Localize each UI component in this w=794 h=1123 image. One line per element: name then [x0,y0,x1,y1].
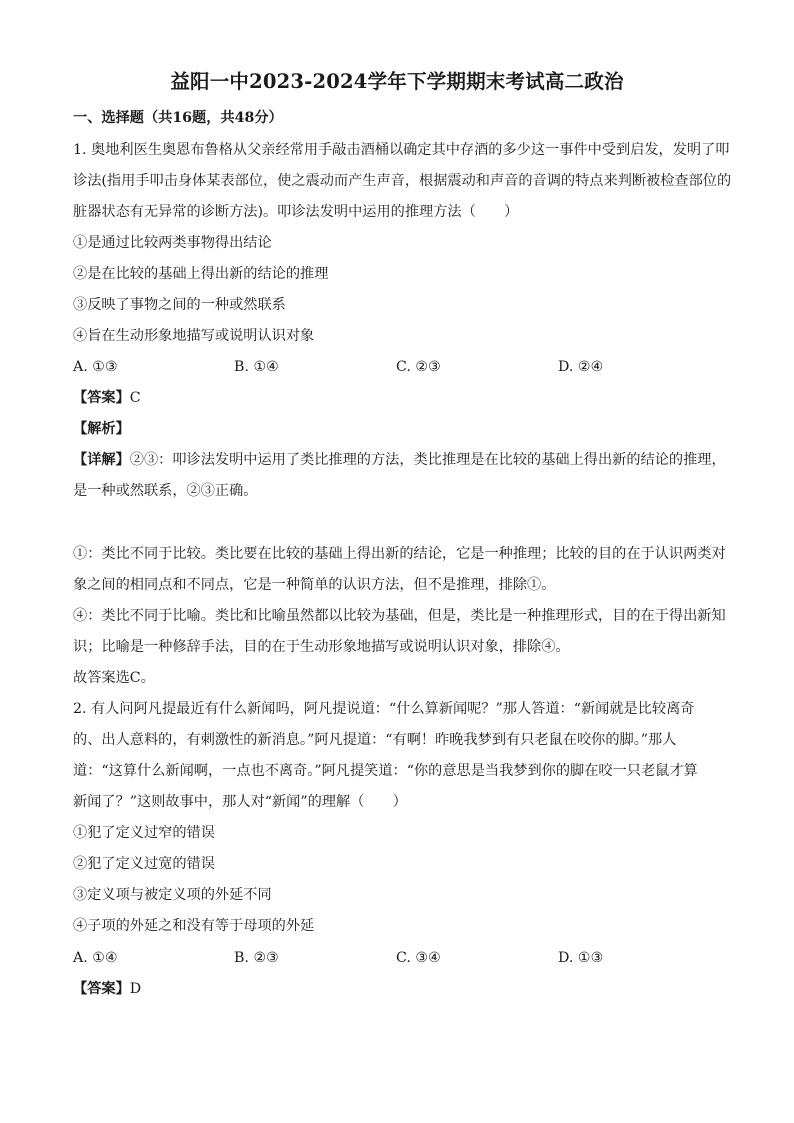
q2-option-a: A. ①④ [73,950,118,966]
q1-detail-line: 是一种或然联系，②③正确。 [73,483,258,499]
q1-explain-line: ①：类比不同于比较。类比要在比较的基础上得出新的结论，它是一种推理；比较的目的在于认识两类对 [73,546,726,562]
q2-stem-line: 的、出人意料的，有刺激性的新消息。”阿凡提道：“有啊！昨晚我梦到有只老鼠在咬你的脚。”那人 [73,732,677,748]
q2-option-c: C. ③④ [396,950,441,966]
q1-option-c: C. ②③ [396,359,441,375]
q2-option-d: D. ①③ [558,950,604,966]
q2-item: ①犯了定义过窄的错误 [73,825,215,841]
q2-item: ③定义项与被定义项的外延不同 [73,887,272,903]
detail-text: ②③：叩诊法发明中运用了类比推理的方法，类比推理是在比较的基础上得出新的结论的推理， [129,452,726,468]
q1-item: ③反映了事物之间的一种或然联系 [73,297,286,313]
detail-label: 【详解】 [73,452,130,468]
q1-item: ①是通过比较两类事物得出结论 [73,235,272,251]
page-title: 益阳一中2023-2024学年下学期期末考试高二政治 [170,70,624,93]
q1-option-a: A. ①③ [73,359,118,375]
q2-answer [73,979,729,999]
analysis-label: 【解析】 [73,421,130,437]
q1-option-d: D. ②④ [558,359,604,375]
q1-stem-line: 脏器状态有无异常的诊断方法)。叩诊法发明中运用的推理方法（ ） [73,204,519,220]
answer-label: 【答案】 [73,981,130,997]
q2-stem-line: 新闻了？”这则故事中，那人对“新闻”的理解（ ） [73,794,407,810]
q1-explain-line: 象之间的相同点和不同点，它是一种简单的认识方法，但不是推理，排除①。 [73,577,556,593]
q2-item: ②犯了定义过宽的错误 [73,856,215,872]
answer-value: C [129,390,141,406]
q1-explain-line: ④：类比不同于比喻。类比和比喻虽然都以比较为基础，但是，类比是一种推理形式，目的在于得出新知 [73,608,726,624]
q2-item: ④子项的外延之和没有等于母项的外延 [73,918,315,934]
q1-analysis-label [73,419,729,439]
answer-label: 【答案】 [73,390,130,406]
q2-stem-line: 道：“这算什么新闻啊，一点也不离奇。”阿凡提笑道：“你的意思是当我梦到你的脚在咬一只老鼠才算 [73,763,698,779]
q2-stem-line: 2. 有人问阿凡提最近有什么新闻吗，阿凡提说道：“什么算新闻呢？”那人答道：“新闻就是比较离奇 [73,701,695,717]
answer-value: D [129,981,142,997]
q1-item: ②是在比较的基础上得出新的结论的推理 [73,266,329,282]
q2-option-b: B. ②③ [234,950,279,966]
q1-stem-line: 1. 奥地利医生奥恩布鲁格从父亲经常用手敲击酒桶以确定其中存酒的多少这一事件中受到启发，发明了叩 [73,142,730,158]
section-heading: 一、选择题（共16题，共48分） [73,110,283,126]
q1-answer [73,388,729,408]
q1-conclusion: 故答案选C。 [73,670,155,686]
q1-explain-line: 识；比喻是一种修辞手法，目的在于生动形象地描写或说明认识对象，排除④。 [73,639,570,655]
q1-option-b: B. ①④ [234,359,279,375]
q1-item: ④旨在生动形象地描写或说明认识对象 [73,328,315,344]
q1-detail-line [73,450,729,470]
q1-stem-line: 诊法(指用手叩击身体某表部位，使之震动而产生声音，根据震动和声音的音调的特点来判断被检查部位的 [73,173,732,189]
